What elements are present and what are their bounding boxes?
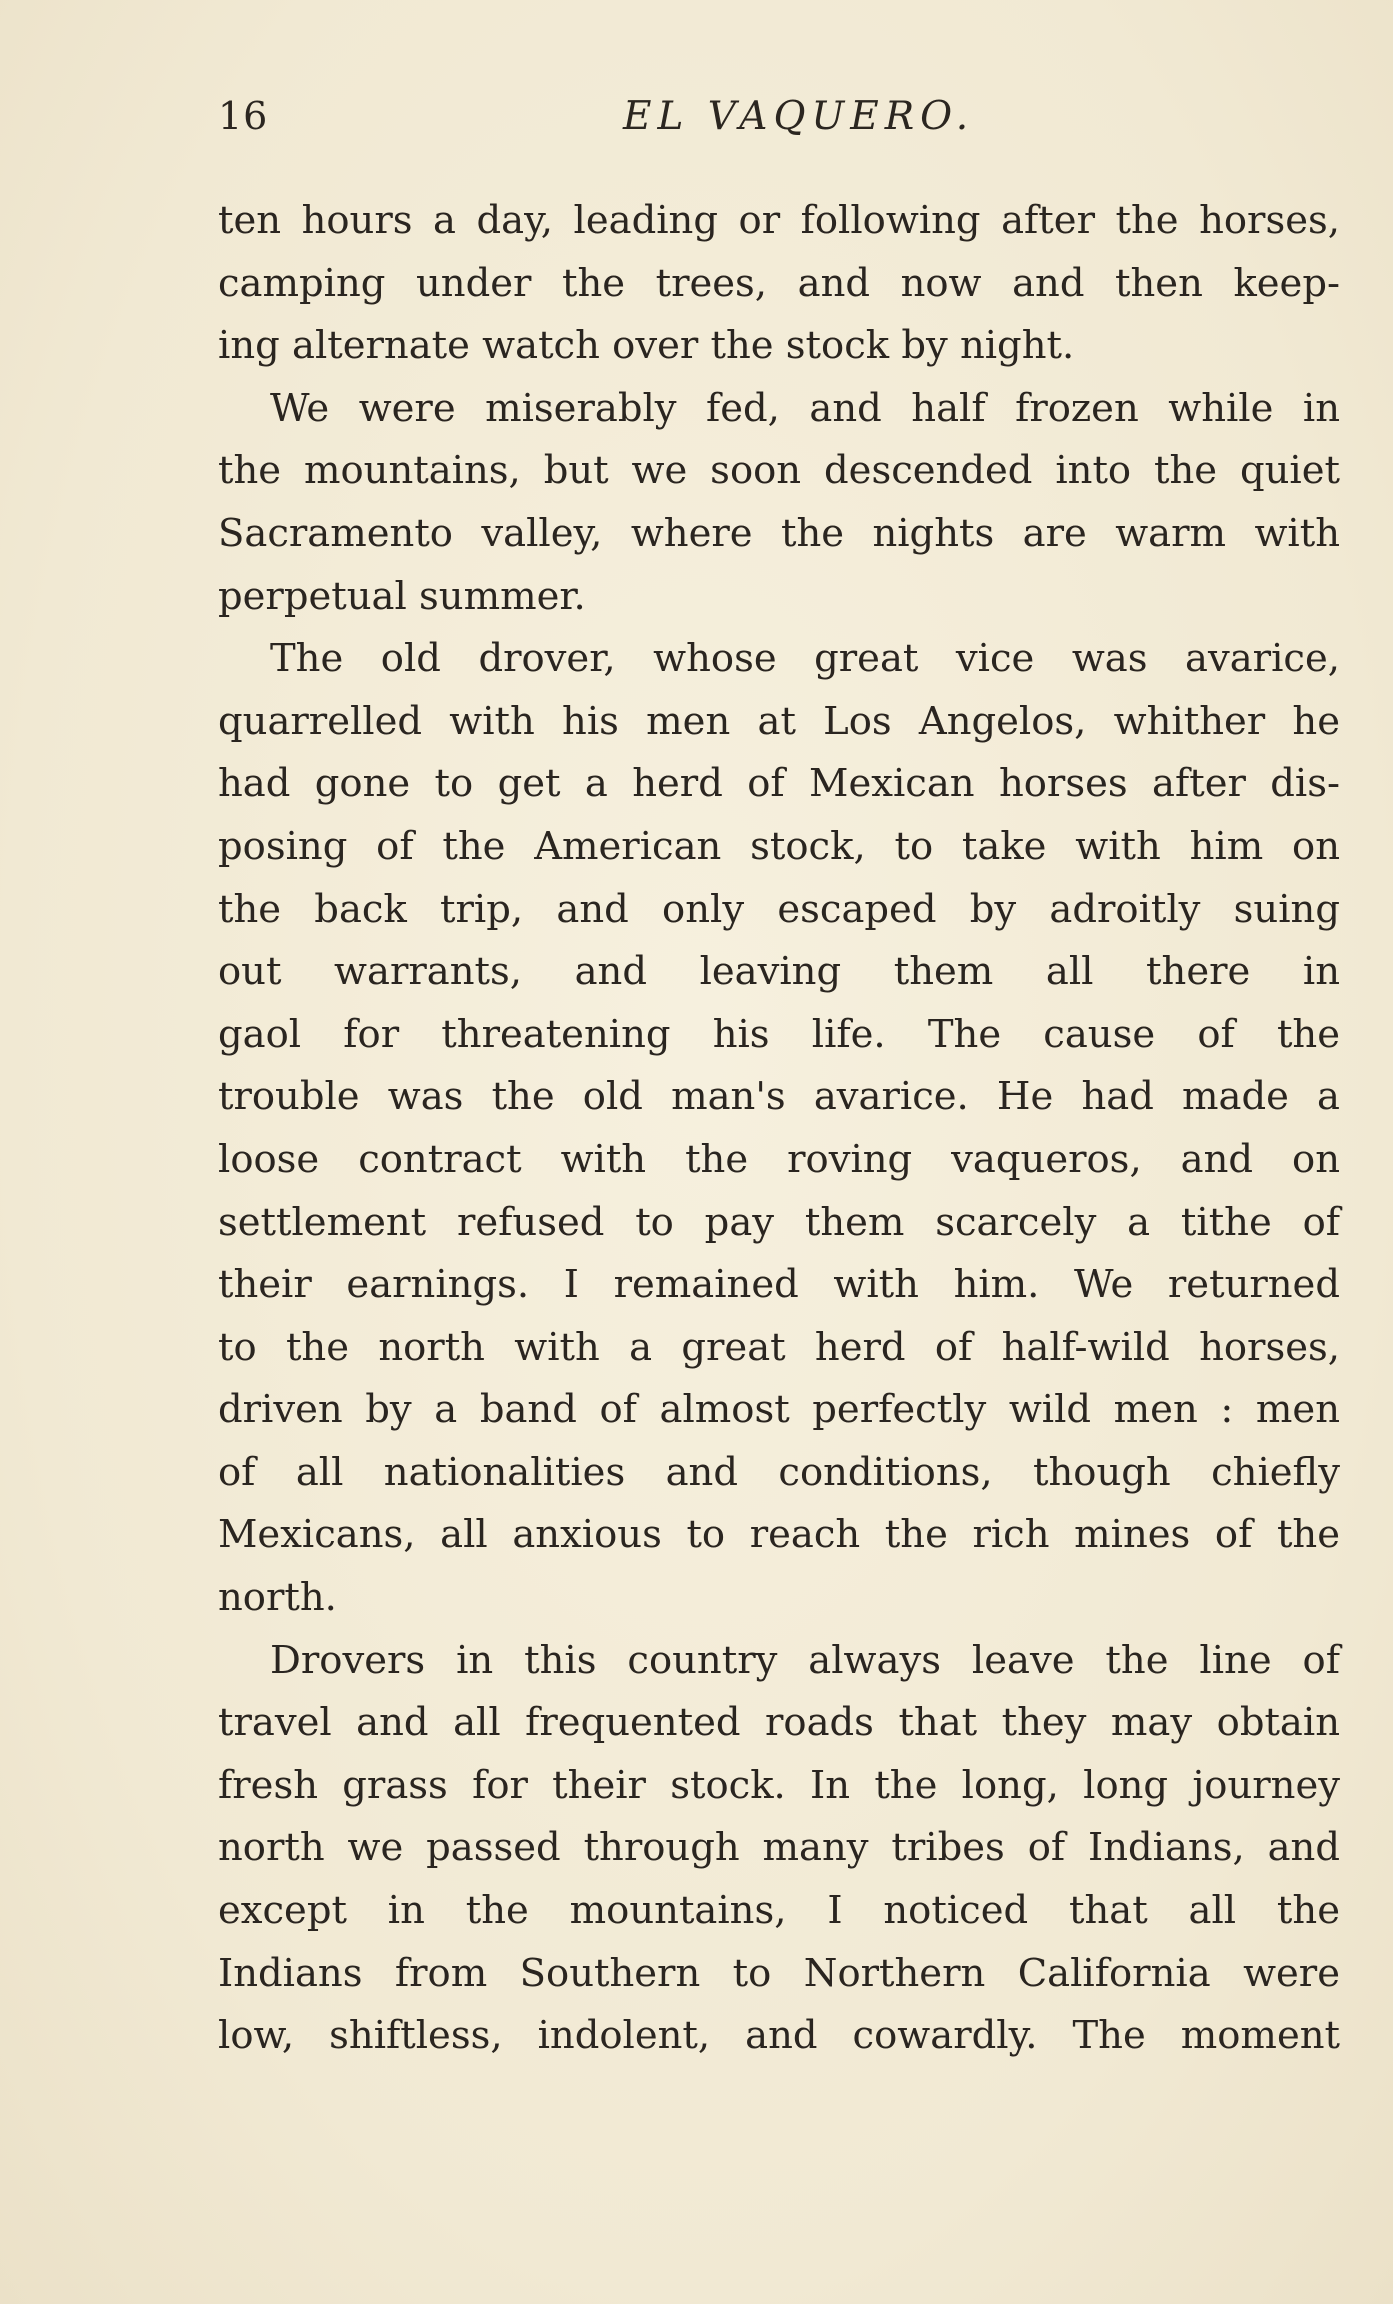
text-line: of all nationalities and conditions, though chiefly xyxy=(218,1449,1340,1495)
text-line: Sacramento valley, where the nights are warm with xyxy=(218,510,1340,556)
text-line: travel and all frequented roads that they may obtain xyxy=(218,1700,1340,1746)
text-line: ing alternate watch over the stock by night. xyxy=(218,323,1075,369)
text-line: low, shiftless, indolent, and cowardly. The moment xyxy=(218,2013,1340,2059)
text-line: ten hours a day, leading or following after the horses, xyxy=(218,198,1340,243)
text-line: the back trip, and only escaped by adroitly suing xyxy=(218,886,1340,932)
text-line: Drovers in this country always leave the line of xyxy=(270,1637,1340,1683)
text-line: to the north with a great herd of half-wild horses, xyxy=(218,1324,1340,1370)
text-line: fresh grass for their stock. In the long, long journey xyxy=(218,1762,1340,1808)
running-head xyxy=(218,94,1340,150)
text-line: their earnings. I remained with him. We returned xyxy=(218,1262,1340,1308)
text-line: gaol for threatening his life. The cause of the xyxy=(218,1011,1340,1057)
text-line: perpetual summer. xyxy=(218,573,586,619)
text-line: north. xyxy=(218,1575,337,1621)
text-line: camping under the trees, and now and then keep- xyxy=(218,260,1340,306)
text-line: quarrelled with his men at Los Angelos, whither he xyxy=(218,698,1340,744)
text-line: Indians from Southern to Northern California were xyxy=(218,1950,1340,1996)
text-line: the mountains, but we soon descended into the quiet xyxy=(218,448,1340,494)
text-line: We were miserably fed, and half frozen while in xyxy=(270,385,1340,431)
text-line: north we passed through many tribes of Indians, and xyxy=(218,1825,1340,1871)
text-line: had gone to get a herd of Mexican horses after dis- xyxy=(218,761,1340,807)
page-number: 16 xyxy=(218,94,269,138)
text-line: out warrants, and leaving them all there in xyxy=(218,949,1340,995)
text-line: loose contract with the roving vaqueros, and on xyxy=(218,1136,1340,1182)
text-line: The old drover, whose great vice was avarice, xyxy=(270,636,1340,682)
text-line: posing of the American stock, to take with him on xyxy=(218,823,1340,869)
running-title: EL VAQUERO. xyxy=(623,94,975,139)
text-line: driven by a band of almost perfectly wild men : men xyxy=(218,1387,1340,1433)
text-line: trouble was the old man's avarice. He had made a xyxy=(218,1074,1340,1120)
text-line: Mexicans, all anxious to reach the rich mines of the xyxy=(218,1512,1340,1558)
text-line: settlement refused to pay them scarcely a tithe of xyxy=(218,1199,1340,1245)
body-text xyxy=(218,190,1340,2068)
text-line: except in the mountains, I noticed that all the xyxy=(218,1888,1340,1934)
